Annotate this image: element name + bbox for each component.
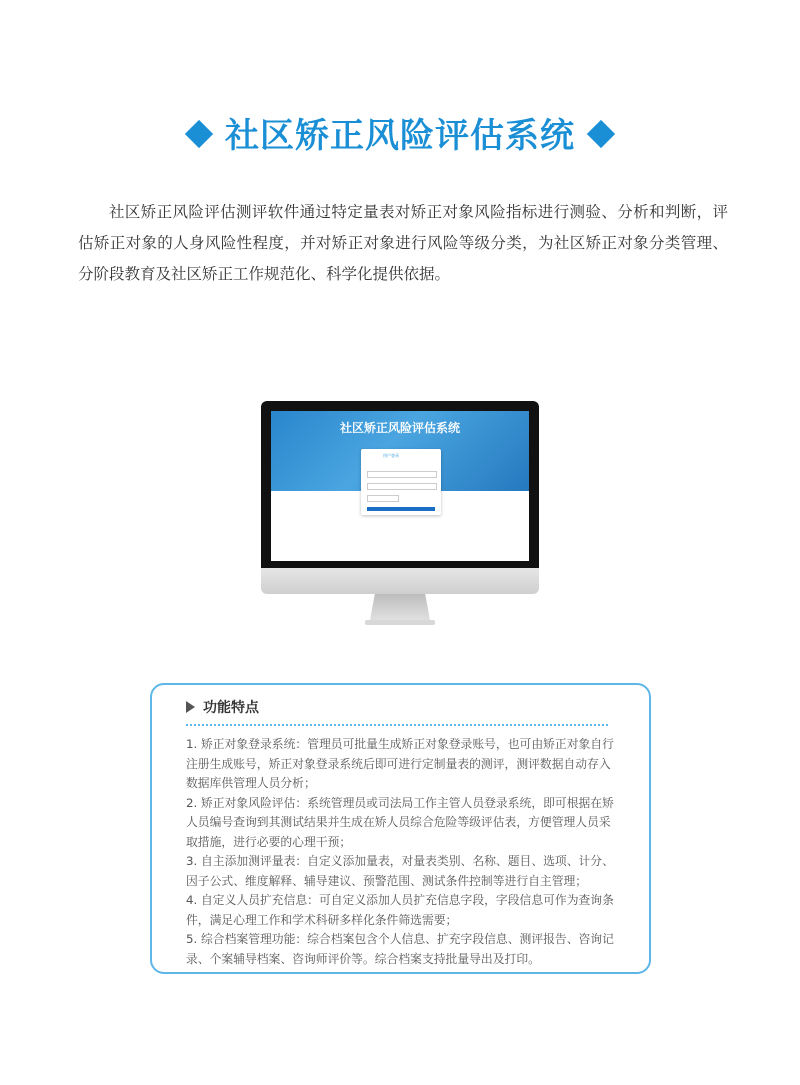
login-card xyxy=(361,449,441,515)
login-button xyxy=(367,507,435,511)
monitor-stand xyxy=(370,594,430,620)
feature-item: 1. 矫正对象登录系统：管理员可批量生成矫正对象登录账号，也可由矫正对象自行注册生成账号，矫正对象登录系统后即可进行定制量表的测评，测评数据自动存入数据库供管理人员分析； xyxy=(186,737,614,790)
feature-item: 5. 综合档案管理功能：综合档案包含个人信息、扩充字段信息、测评报告、咨询记录、个案辅导档案、咨询师评价等。综合档案支持批量导出及打印。 xyxy=(186,932,614,966)
feature-item: 4. 自定义人员扩充信息：可自定义添加人员扩充信息字段，字段信息可作为查询条件，满足心理工作和学术科研多样化条件筛选需要； xyxy=(186,893,614,927)
monitor-illustration xyxy=(261,401,539,626)
monitor-screen xyxy=(271,411,529,561)
captcha-field xyxy=(367,495,399,502)
page-title xyxy=(0,108,800,157)
dotted-divider xyxy=(186,724,608,726)
monitor-chin xyxy=(261,568,539,594)
screen-title: 社区矫正风险评估系统 xyxy=(339,421,460,435)
monitor-base xyxy=(365,620,435,625)
feature-item: 3. 自主添加测评量表：自定义添加量表，对量表类别、名称、题目、选项、计分、因子公式、维度解释、辅导建议、预警范围、测试条件控制等进行自主管理； xyxy=(186,854,614,888)
features-heading xyxy=(186,697,259,717)
features-box xyxy=(150,683,651,974)
diamond-left-icon xyxy=(185,120,213,148)
page-title-text: 社区矫正风险评估系统 xyxy=(225,116,575,156)
features-heading-text: 功能特点 xyxy=(203,700,259,716)
password-field xyxy=(367,483,437,490)
diamond-right-icon xyxy=(587,120,615,148)
intro-paragraph: 社区矫正风险评估测评软件通过特定量表对矫正对象风险指标进行测验、分析和判断，评估矫正对象的人身风险性程度，并对矫正对象进行风险等级分类，为社区矫正对象分类管理、分阶段教育及社区矫正工作规范化、科学化提供依据。 xyxy=(78,203,728,283)
login-card-title: 用户登录 xyxy=(383,453,399,458)
monitor-bezel xyxy=(261,401,539,568)
triangle-icon xyxy=(186,701,195,713)
features-list xyxy=(186,735,618,969)
username-field xyxy=(367,471,437,478)
feature-item: 2. 矫正对象风险评估：系统管理员或司法局工作主管人员登录系统，即可根据在矫人员编号查询到其测试结果并生成在矫人员综合危险等级评估表，方便管理人员采取措施，进行必要的心理干预； xyxy=(186,795,614,849)
